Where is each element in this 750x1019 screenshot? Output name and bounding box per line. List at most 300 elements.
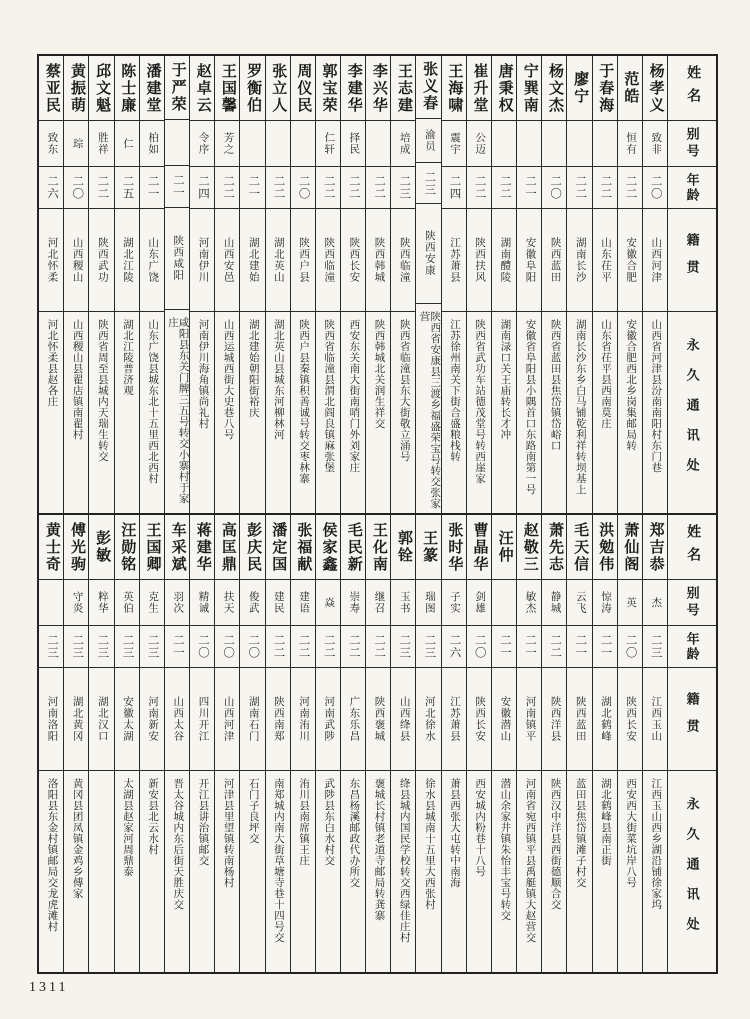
person-address-text: 晋太谷城内东后街天胜庆交 — [172, 778, 184, 910]
person-name-text: 邱文魁 — [94, 62, 111, 114]
person-age — [190, 625, 214, 667]
person-age-text: 二〇 — [473, 634, 486, 659]
person-alias-text: 培成 — [398, 132, 410, 155]
person-name-text: 王志建 — [396, 62, 412, 114]
person-native-text: 河北怀柔 — [46, 237, 58, 283]
person-address — [567, 770, 591, 972]
person-native — [542, 208, 566, 311]
person-alias — [542, 579, 566, 625]
person-alias — [643, 120, 667, 166]
person-name-text: 曹晶华 — [471, 521, 488, 573]
person-age-text: 二二 — [624, 175, 637, 200]
person-address — [316, 311, 340, 513]
person-column — [290, 515, 315, 972]
person-age-text: 二〇 — [649, 175, 662, 200]
person-name — [567, 56, 591, 120]
person-address — [492, 311, 516, 513]
person-age — [643, 625, 667, 667]
person-name — [89, 56, 113, 120]
person-native-text: 陕西安康 — [423, 230, 435, 277]
header-address — [668, 770, 716, 972]
person-age — [140, 166, 164, 208]
person-native — [643, 208, 667, 311]
person-native-text: 河南镇平 — [524, 696, 536, 742]
person-address-text: 潜山余家井镇朱怡丰宝号转交 — [499, 778, 511, 921]
person-age-text: 二三 — [46, 634, 59, 659]
person-alias-text: 崇寿 — [348, 591, 360, 614]
person-age-text: 二〇 — [549, 175, 562, 200]
person-name — [190, 515, 214, 579]
person-age — [467, 166, 491, 208]
person-column — [88, 515, 113, 972]
person-address — [391, 770, 415, 972]
person-address — [140, 770, 164, 972]
person-alias-text: 建民 — [272, 591, 284, 614]
person-native-text: 山东广饶 — [147, 237, 159, 283]
person-alias-text: 云飞 — [574, 591, 586, 614]
person-age-text: 二三 — [398, 175, 411, 200]
person-alias — [291, 120, 315, 166]
person-address-text: 安徽合肥西北乡岗集邮局转 — [625, 319, 637, 451]
person-name — [467, 56, 491, 120]
person-address-text: 石门子良坪交 — [247, 778, 259, 844]
person-name-text: 侯家鑫 — [320, 521, 337, 573]
person-address — [316, 770, 340, 972]
person-name-text: 范皓 — [622, 71, 639, 105]
person-alias-text: 瑞图 — [423, 591, 435, 614]
person-name — [240, 515, 264, 579]
person-native-text: 山西绛县 — [398, 696, 410, 742]
person-name-text: 于春海 — [597, 62, 614, 114]
person-address-text: 山东省茌平县西南莫庄 — [599, 319, 611, 429]
person-age — [492, 166, 516, 208]
person-alias — [266, 120, 290, 166]
person-age — [593, 625, 617, 667]
person-column — [114, 56, 139, 513]
person-address — [341, 311, 365, 513]
person-age-text: 二二 — [272, 634, 285, 659]
person-alias — [517, 120, 541, 166]
person-address-text: 太湖县赵家河周鼎泰 — [121, 778, 133, 877]
person-column — [114, 515, 139, 972]
person-native — [567, 667, 591, 770]
person-native-text: 陕西褒城 — [373, 696, 385, 742]
person-age-text: 二二 — [373, 634, 386, 659]
person-column — [541, 515, 566, 972]
person-column — [164, 56, 189, 513]
person-alias-text: 继召 — [373, 591, 385, 614]
person-alias-text: 琮 — [71, 137, 83, 150]
person-age — [442, 166, 466, 208]
person-name-text: 于严荣 — [169, 62, 186, 114]
person-native — [416, 667, 440, 770]
person-age-text: 二二 — [549, 634, 562, 659]
header-age — [668, 166, 716, 208]
person-name — [517, 56, 541, 120]
person-name — [190, 56, 214, 120]
person-age — [316, 166, 340, 208]
person-column — [315, 56, 340, 513]
person-column — [441, 515, 466, 972]
person-name — [140, 515, 164, 579]
person-name — [618, 56, 642, 120]
person-address — [416, 770, 440, 972]
person-native — [618, 208, 642, 311]
person-address-text: 咸阳县东关门牌三五号转交小寨村于家庄 — [166, 316, 189, 504]
person-name — [416, 515, 440, 579]
person-address — [442, 770, 466, 972]
person-native — [492, 667, 516, 770]
page-number: 1311 — [29, 980, 69, 995]
person-age-text: 二三 — [71, 634, 84, 659]
person-alias — [240, 579, 264, 625]
person-address — [593, 770, 617, 972]
person-age-text: 二五 — [121, 175, 134, 200]
person-address — [115, 311, 139, 513]
person-name-text: 王国卿 — [144, 521, 161, 573]
person-native-text: 湖北汉口 — [96, 696, 108, 742]
person-address-text: 陕西省安康县三渡乡福盛荣宝号转交张家营 — [418, 310, 441, 509]
person-age — [64, 166, 88, 208]
person-address — [341, 770, 365, 972]
person-age — [341, 625, 365, 667]
person-column — [441, 56, 466, 513]
person-age-text: 二一 — [146, 175, 159, 200]
person-name — [593, 515, 617, 579]
person-address-text: 南郑城内南大街草塘寺巷十四号交 — [272, 778, 284, 943]
person-native-text: 山西安邑 — [222, 237, 234, 283]
person-name-text: 郑吉恭 — [647, 521, 664, 573]
person-age — [115, 166, 139, 208]
person-age — [391, 166, 415, 208]
person-name — [542, 515, 566, 579]
person-native — [89, 208, 113, 311]
person-name — [266, 56, 290, 120]
header-name-text: 姓名 — [685, 65, 701, 111]
person-alias — [467, 579, 491, 625]
person-native — [190, 667, 214, 770]
person-name — [643, 515, 667, 579]
person-name-text: 王化南 — [370, 521, 387, 573]
person-age — [542, 625, 566, 667]
person-column — [214, 515, 239, 972]
person-address-text: 湖南渌口关王庙转长才冲 — [499, 319, 511, 440]
person-age — [542, 166, 566, 208]
person-alias-text: 敏杰 — [524, 591, 536, 614]
person-age-text: 二二 — [322, 634, 335, 659]
person-alias-text: 杰 — [650, 596, 662, 609]
person-native — [266, 667, 290, 770]
person-address — [266, 311, 290, 513]
person-address — [266, 770, 290, 972]
person-name-text: 陈士廉 — [119, 62, 136, 114]
person-age-text: 二一 — [171, 634, 184, 659]
person-name — [215, 56, 239, 120]
person-native — [341, 667, 365, 770]
header-address — [668, 311, 716, 513]
person-age-text: 二四 — [196, 175, 209, 200]
person-address-text: 徐水县城南十五里大西张村 — [423, 778, 435, 910]
person-native-text: 陕西蓝田 — [549, 237, 561, 283]
person-native-text: 陕西韩城 — [373, 237, 385, 283]
person-alias-text: 英 — [625, 596, 637, 609]
person-address-text: 山西省河津县汾南南阳村东门巷 — [650, 319, 662, 473]
person-name-text: 王国馨 — [219, 62, 236, 114]
header-age — [668, 625, 716, 667]
person-name — [618, 515, 642, 579]
person-column — [466, 56, 491, 513]
header-address-text: 永久通讯处 — [684, 337, 700, 488]
person-age-text: 二二 — [599, 175, 612, 200]
person-column — [39, 515, 63, 972]
person-native-text: 江苏萧县 — [449, 696, 461, 742]
header-alias — [668, 579, 716, 625]
register-tables — [37, 54, 718, 974]
person-name-text: 王篆 — [421, 530, 438, 564]
person-address — [89, 311, 113, 513]
person-alias — [215, 120, 239, 166]
person-native-text: 湖南醴陵 — [499, 237, 511, 283]
person-age-text: 二三 — [423, 634, 436, 659]
person-alias — [341, 120, 365, 166]
person-alias-text: 建语 — [298, 591, 310, 614]
person-column — [390, 515, 415, 972]
person-alias — [165, 119, 189, 165]
person-alias-text: 英伯 — [121, 591, 133, 614]
person-native — [517, 667, 541, 770]
person-address-text: 武陟县东白水村交 — [323, 778, 335, 866]
person-native-text: 湖南石门 — [247, 696, 259, 742]
person-name — [416, 56, 440, 118]
header-age-text: 年龄 — [684, 631, 700, 662]
person-native-text: 湖北建始 — [247, 237, 259, 283]
person-name-text: 张福献 — [295, 521, 312, 573]
person-alias — [391, 579, 415, 625]
person-address-text: 萧县西张大屯转中南海 — [449, 778, 461, 888]
person-native — [618, 667, 642, 770]
person-alias — [442, 579, 466, 625]
person-name-text: 蔡亚民 — [43, 62, 60, 114]
person-name-text: 黄振萌 — [68, 62, 85, 114]
person-name-text: 张立人 — [270, 62, 287, 114]
person-name — [115, 56, 139, 120]
person-age — [266, 166, 290, 208]
person-column — [164, 515, 189, 972]
person-address-text: 西安西大街菜坑岸八号 — [625, 778, 637, 888]
person-name — [291, 515, 315, 579]
person-age-text: 二二 — [222, 175, 235, 200]
person-alias-text: 仁 — [121, 137, 133, 150]
person-name — [366, 515, 390, 579]
person-alias — [643, 579, 667, 625]
person-address-text: 新安县北云水村 — [147, 778, 159, 855]
person-name-text: 罗衡伯 — [245, 62, 262, 114]
person-address-text: 陕西省武功车站德茂堂号转西崖家 — [474, 319, 486, 484]
person-address-text: 西安城内粉巷十八号 — [474, 778, 486, 877]
person-address — [467, 770, 491, 972]
person-alias-text: 子实 — [449, 591, 461, 614]
person-column — [617, 515, 642, 972]
person-alias-text: 震宇 — [449, 132, 461, 155]
person-name-text: 王海啸 — [446, 62, 463, 114]
person-alias — [215, 579, 239, 625]
person-address-text: 蓝田县焦岱镇滩子村交 — [574, 778, 586, 888]
person-alias — [165, 579, 189, 625]
person-name-text: 李建华 — [345, 62, 362, 114]
person-age-text: 二二 — [272, 175, 285, 200]
person-age-text: 二〇 — [247, 634, 260, 659]
person-age-text: 二一 — [247, 175, 260, 200]
person-native — [266, 208, 290, 311]
person-address — [567, 311, 591, 513]
person-address-text: 湖北英山县城东河柳林河 — [272, 319, 284, 440]
person-alias — [416, 118, 440, 163]
person-column — [265, 515, 290, 972]
person-name — [140, 56, 164, 120]
person-name-text: 郭铨 — [396, 530, 412, 564]
person-alias-text: 致东 — [46, 132, 58, 155]
person-name-text: 黄士奇 — [43, 521, 60, 573]
person-address-text: 陕西省临潼县东大街敬立涌号 — [398, 319, 410, 462]
person-address-text: 洛阳县东金村镇邮局交龙虎滩村 — [46, 778, 58, 932]
person-address-text: 西安东关南大街南哨门外刘家庄 — [348, 319, 360, 473]
person-native — [89, 667, 113, 770]
person-native-text: 河南伊川 — [197, 237, 209, 283]
person-age-text: 二一 — [171, 173, 184, 199]
person-name-text: 杨孝义 — [647, 62, 664, 114]
person-native-text: 陕西长安 — [625, 696, 637, 742]
person-name-text: 周仪民 — [295, 62, 312, 114]
person-address-text: 河津县里望镇转南杨村 — [222, 778, 234, 888]
person-native — [517, 208, 541, 311]
person-native-text: 湖南长沙 — [574, 237, 586, 283]
person-age — [89, 166, 113, 208]
header-alias-text: 别号 — [684, 126, 700, 161]
person-age — [39, 625, 63, 667]
person-age-text: 二三 — [423, 170, 436, 196]
person-age-text: 二三 — [121, 634, 134, 659]
person-column — [516, 56, 541, 513]
person-alias-text: 羽次 — [172, 591, 184, 614]
person-native — [190, 208, 214, 311]
person-alias — [341, 579, 365, 625]
person-address — [291, 770, 315, 972]
header-native — [668, 667, 716, 770]
person-age — [165, 625, 189, 667]
person-age-text: 二二 — [347, 634, 360, 659]
header-name-text: 姓名 — [685, 524, 701, 570]
person-alias — [567, 120, 591, 166]
person-age-text: 二三 — [649, 634, 662, 659]
person-column — [365, 56, 390, 513]
person-age-text: 二一 — [524, 634, 536, 659]
person-alias — [316, 579, 340, 625]
person-native — [366, 208, 390, 311]
person-native — [391, 208, 415, 311]
person-native — [467, 208, 491, 311]
person-age — [291, 166, 315, 208]
person-native — [140, 208, 164, 311]
person-name-text: 唐秉权 — [496, 62, 513, 114]
person-native — [165, 667, 189, 770]
person-native-text: 湖北江陵 — [121, 237, 133, 283]
person-age — [517, 166, 541, 208]
person-alias — [291, 579, 315, 625]
person-name — [39, 56, 63, 120]
person-address — [64, 770, 88, 972]
person-name-text: 赵卓云 — [194, 62, 211, 114]
person-name-text: 杨文杰 — [546, 62, 563, 114]
person-name — [542, 56, 566, 120]
person-age — [593, 166, 617, 208]
person-native-text: 山西稷山 — [71, 237, 83, 283]
person-age — [291, 625, 315, 667]
person-alias-text: 守炎 — [71, 591, 83, 614]
person-native-text: 陕西临潼 — [323, 237, 335, 283]
person-address — [542, 311, 566, 513]
person-alias-text: 扶天 — [222, 591, 234, 614]
person-native — [316, 208, 340, 311]
person-column — [63, 515, 88, 972]
person-alias — [64, 120, 88, 166]
person-alias — [618, 579, 642, 625]
person-address — [291, 311, 315, 513]
person-native-text: 安徽太湖 — [121, 696, 133, 742]
person-name — [492, 515, 516, 579]
person-address — [39, 770, 63, 972]
person-age-text: 二四 — [448, 175, 461, 200]
person-native-text: 河南洧川 — [298, 696, 310, 742]
person-column — [239, 56, 264, 513]
person-name-text: 毛天信 — [572, 521, 589, 573]
person-age — [643, 166, 667, 208]
person-alias — [115, 120, 139, 166]
person-alias-text: 焱 — [323, 596, 335, 609]
person-native-text: 陕西户县 — [298, 237, 310, 283]
person-native — [115, 208, 139, 311]
person-alias — [467, 120, 491, 166]
person-name — [391, 56, 415, 120]
person-age-text: 二二 — [297, 634, 310, 659]
person-age — [190, 166, 214, 208]
person-age-text: 二二 — [574, 175, 587, 200]
header-name — [668, 56, 716, 120]
person-name — [89, 515, 113, 579]
person-native-text: 安徽潜山 — [499, 696, 511, 742]
person-alias — [492, 579, 516, 625]
person-name-text: 潘建堂 — [144, 62, 161, 114]
person-column — [88, 56, 113, 513]
person-column — [189, 515, 214, 972]
person-alias — [89, 120, 113, 166]
person-alias-text: 芳之 — [222, 132, 234, 155]
person-column — [239, 515, 264, 972]
person-name-text: 车采斌 — [169, 521, 186, 573]
header-native-text: 籍贯 — [684, 233, 700, 287]
person-name-text: 汪勋铭 — [119, 521, 136, 573]
person-age — [442, 625, 466, 667]
person-name-text: 张时华 — [446, 521, 463, 573]
person-age-text: 二六 — [448, 634, 461, 659]
person-age-text: 二二 — [322, 175, 335, 200]
person-column — [415, 515, 440, 972]
person-column — [566, 56, 591, 513]
person-native — [643, 667, 667, 770]
person-alias-text: 剑雄 — [474, 591, 486, 614]
person-native — [467, 667, 491, 770]
person-column — [189, 56, 214, 513]
person-native-text: 四川开江 — [197, 696, 209, 742]
